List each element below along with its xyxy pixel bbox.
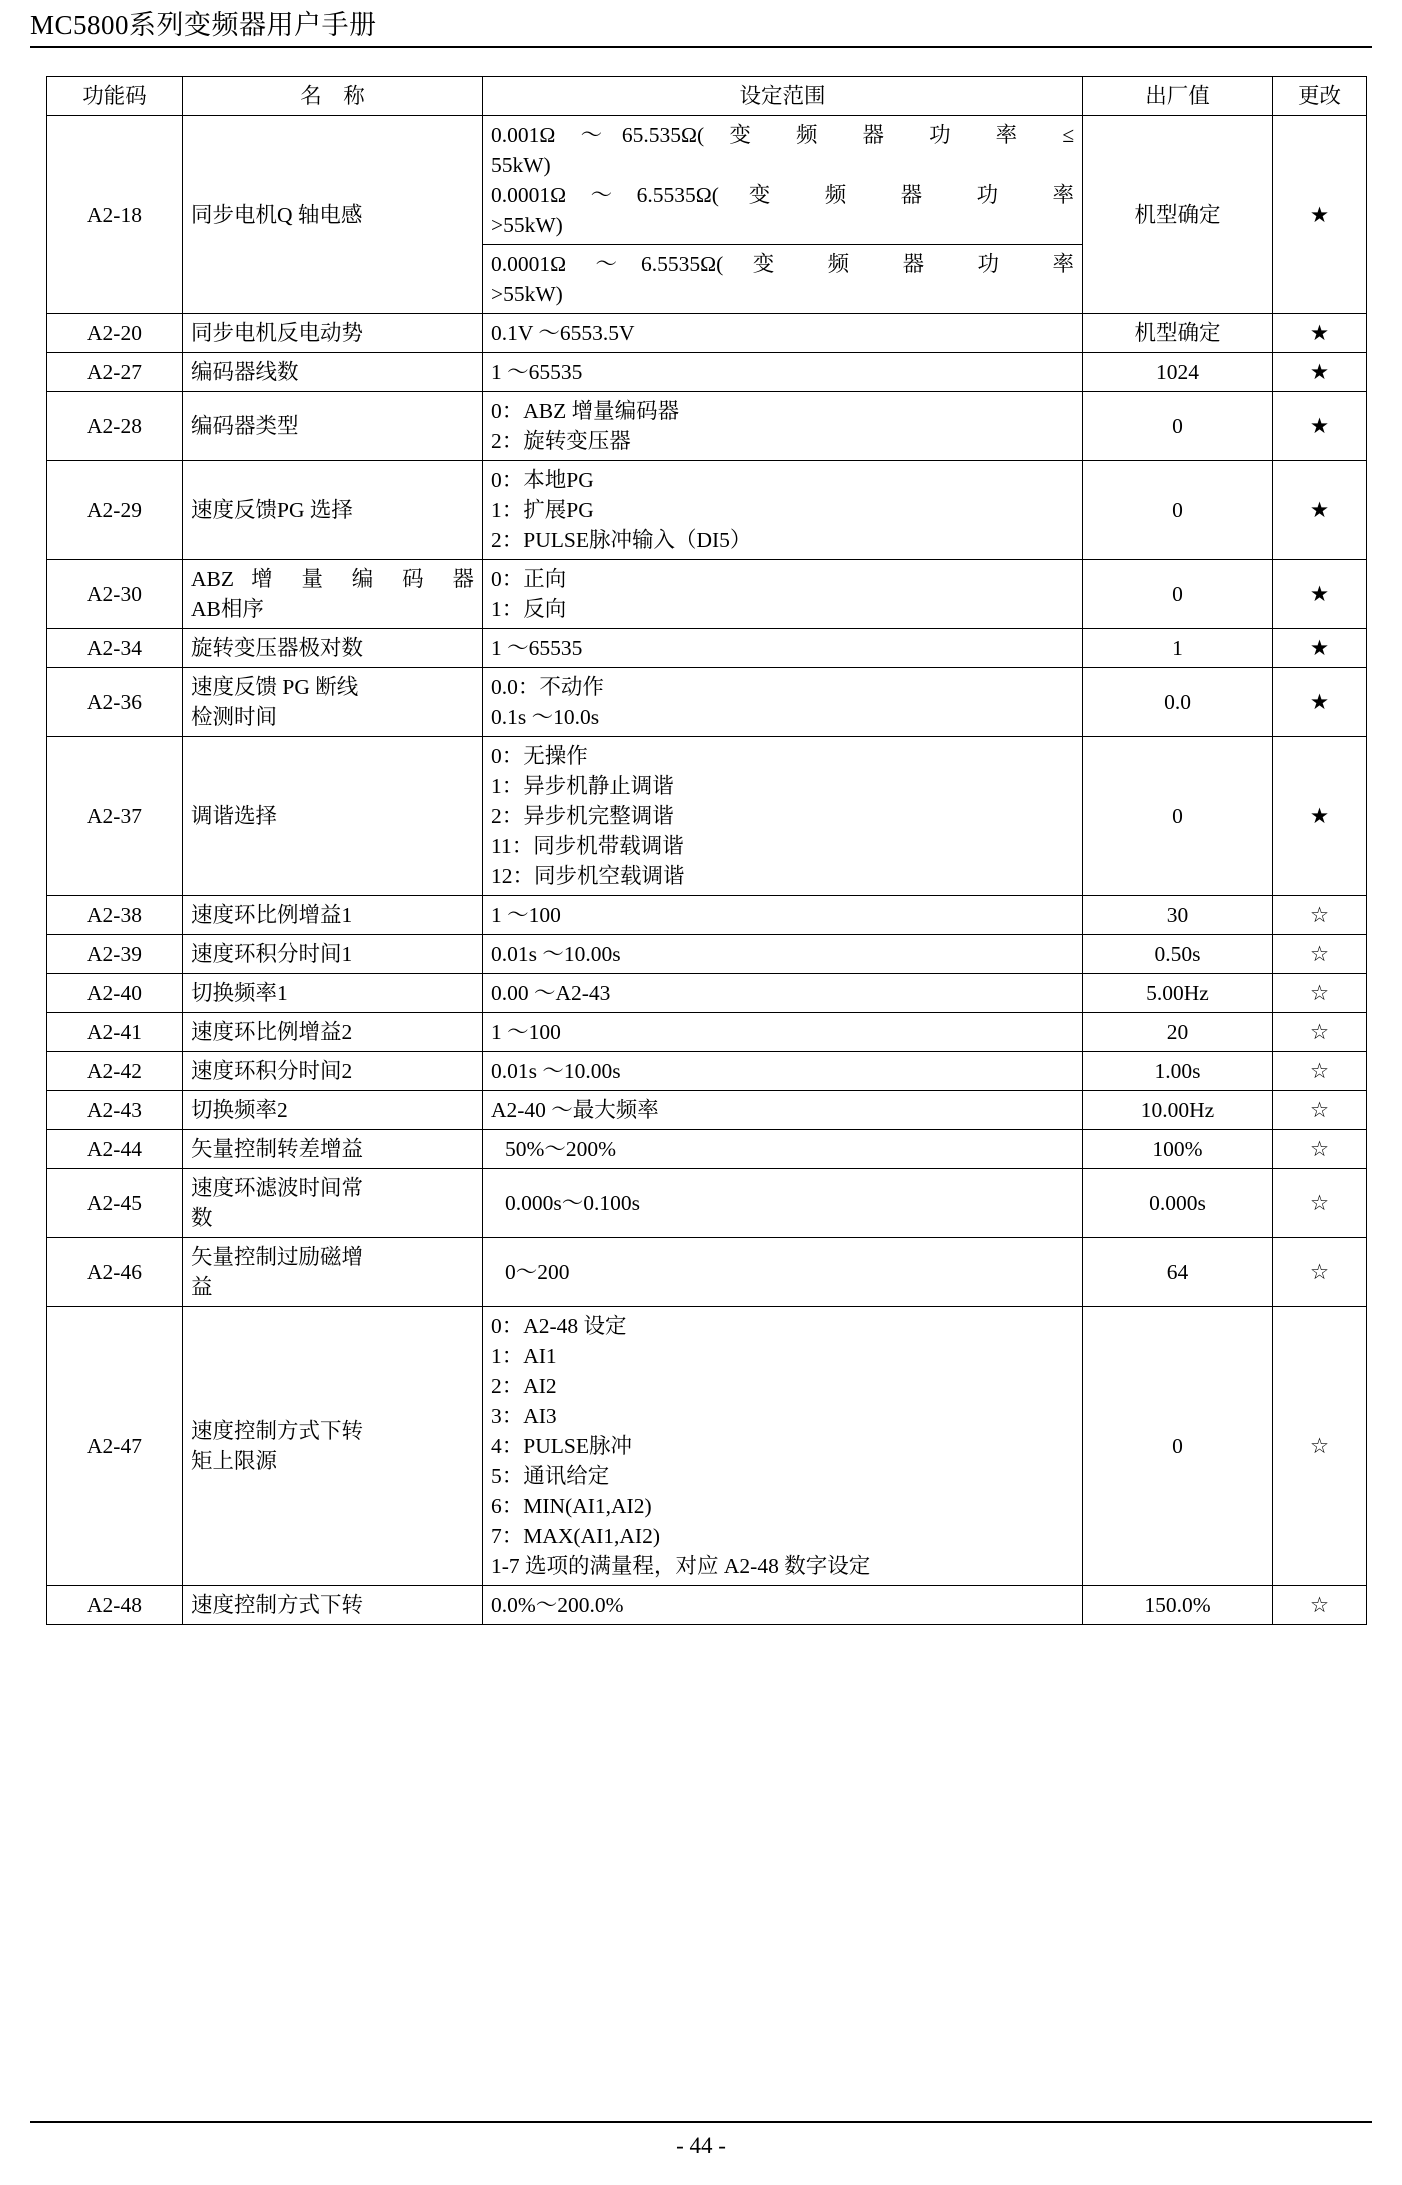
table-row — [47, 629, 1367, 668]
page-footer — [30, 2121, 1372, 2159]
column-header-default: 出厂值 — [1083, 77, 1273, 116]
table-row — [47, 974, 1367, 1013]
table-row — [47, 314, 1367, 353]
param-range: 1 ～65535 — [483, 629, 1083, 668]
param-code: A2-27 — [47, 353, 183, 392]
param-name: 编码器类型 — [183, 392, 483, 461]
param-modify-mark: ☆ — [1273, 1169, 1367, 1238]
table-row — [47, 1130, 1367, 1169]
param-name: 速度环积分时间1 — [183, 935, 483, 974]
table-row — [47, 116, 1367, 245]
table-row — [47, 1013, 1367, 1052]
param-name: 调谐选择 — [183, 737, 483, 896]
column-header-code: 功能码 — [47, 77, 183, 116]
table-row — [47, 1091, 1367, 1130]
param-code: A2-38 — [47, 896, 183, 935]
param-modify-mark: ★ — [1273, 668, 1367, 737]
param-modify-mark: ☆ — [1273, 896, 1367, 935]
param-range: 0：正向 1：反向 — [483, 560, 1083, 629]
manual-title: MC5800系列变频器用户手册 — [30, 10, 377, 40]
param-code: A2-44 — [47, 1130, 183, 1169]
param-range: 1 ～100 — [483, 896, 1083, 935]
param-default: 机型确定 — [1083, 314, 1273, 353]
table-row — [47, 1169, 1367, 1238]
param-modify-mark: ★ — [1273, 629, 1367, 668]
param-default: 20 — [1083, 1013, 1273, 1052]
table-header-row — [47, 77, 1367, 116]
param-name: 同步电机反电动势 — [183, 314, 483, 353]
table-row — [47, 737, 1367, 896]
param-name: 速度环比例增益1 — [183, 896, 483, 935]
param-modify-mark: ☆ — [1273, 1091, 1367, 1130]
param-default: 0 — [1083, 1307, 1273, 1586]
param-default: 机型确定 — [1083, 116, 1273, 314]
param-code: A2-48 — [47, 1586, 183, 1625]
table-row — [47, 935, 1367, 974]
param-name: 同步电机Q 轴电感 — [183, 116, 483, 314]
param-code: A2-29 — [47, 461, 183, 560]
param-code: A2-30 — [47, 560, 183, 629]
param-modify-mark: ☆ — [1273, 1238, 1367, 1307]
param-range: 0.00 ～A2-43 — [483, 974, 1083, 1013]
param-default: 5.00Hz — [1083, 974, 1273, 1013]
param-modify-mark: ☆ — [1273, 1052, 1367, 1091]
param-range: 1 ～65535 — [483, 353, 1083, 392]
table-body — [47, 116, 1367, 1625]
param-name: 速度反馈PG 选择 — [183, 461, 483, 560]
param-code: A2-41 — [47, 1013, 183, 1052]
param-default: 0.000s — [1083, 1169, 1273, 1238]
param-range: 1 ～100 — [483, 1013, 1083, 1052]
param-range: 0～200 — [483, 1238, 1083, 1307]
param-default: 0 — [1083, 392, 1273, 461]
table-row — [47, 1238, 1367, 1307]
param-range: 0.1V ～6553.5V — [483, 314, 1083, 353]
table-row — [47, 392, 1367, 461]
param-modify-mark: ★ — [1273, 392, 1367, 461]
param-code: A2-28 — [47, 392, 183, 461]
param-modify-mark: ☆ — [1273, 1307, 1367, 1586]
table-row — [47, 896, 1367, 935]
param-modify-mark: ★ — [1273, 314, 1367, 353]
table-row — [47, 560, 1367, 629]
param-range: 0.001Ω ～65.535Ω( 变 频 器 功 率 ≤ 55kW) 0.0001Ω～6.5535Ω( 变 频 器 功 率 >55kW) — [483, 116, 1083, 245]
param-code: A2-40 — [47, 974, 183, 1013]
param-code: A2-18 — [47, 116, 183, 314]
param-range: 0：A2-48 设定 1：AI1 2：AI2 3：AI3 4：PULSE脉冲 5：通讯给定 6：MIN(AI1,AI2) 7：MAX(AI1,AI2) 1-7 选项的满量程，对应 A2-48 数字设定 — [483, 1307, 1083, 1586]
param-default: 0 — [1083, 737, 1273, 896]
table-row — [47, 461, 1367, 560]
param-range: 0：ABZ 增量编码器 2：旋转变压器 — [483, 392, 1083, 461]
param-code: A2-20 — [47, 314, 183, 353]
param-code: A2-47 — [47, 1307, 183, 1586]
param-modify-mark: ☆ — [1273, 1586, 1367, 1625]
param-default: 0.0 — [1083, 668, 1273, 737]
footer-divider — [30, 2121, 1372, 2123]
param-code: A2-45 — [47, 1169, 183, 1238]
param-modify-mark: ☆ — [1273, 1130, 1367, 1169]
param-range: 0：本地PG 1：扩展PG 2：PULSE脉冲输入（DI5） — [483, 461, 1083, 560]
param-range: 0.0001Ω ～6.5535Ω( 变 频 器 功 率 >55kW) — [483, 245, 1083, 314]
param-code: A2-37 — [47, 737, 183, 896]
param-default: 0 — [1083, 461, 1273, 560]
param-code: A2-39 — [47, 935, 183, 974]
param-default: 64 — [1083, 1238, 1273, 1307]
param-range: 0.000s～0.100s — [483, 1169, 1083, 1238]
param-range: 0：无操作 1：异步机静止调谐 2：异步机完整调谐 11：同步机带载调谐 12：同步机空载调谐 — [483, 737, 1083, 896]
param-range: 0.0：不动作 0.1s ～10.0s — [483, 668, 1083, 737]
param-modify-mark: ★ — [1273, 353, 1367, 392]
parameter-table — [46, 76, 1367, 1625]
param-name: 矢量控制转差增益 — [183, 1130, 483, 1169]
table-row — [47, 668, 1367, 737]
param-name: 速度环积分时间2 — [183, 1052, 483, 1091]
header-divider — [30, 46, 1372, 48]
param-default: 1.00s — [1083, 1052, 1273, 1091]
column-header-range: 设定范围 — [483, 77, 1083, 116]
param-name: 编码器线数 — [183, 353, 483, 392]
table-row — [47, 353, 1367, 392]
param-code: A2-42 — [47, 1052, 183, 1091]
param-range: 0.01s ～10.00s — [483, 935, 1083, 974]
parameter-table-container — [46, 76, 1366, 1625]
param-name: 切换频率1 — [183, 974, 483, 1013]
param-default: 30 — [1083, 896, 1273, 935]
param-range: 0.01s ～10.00s — [483, 1052, 1083, 1091]
param-name: 速度控制方式下转 — [183, 1586, 483, 1625]
param-name: 速度环比例增益2 — [183, 1013, 483, 1052]
param-default: 0 — [1083, 560, 1273, 629]
param-range: 50%～200% — [483, 1130, 1083, 1169]
table-row — [47, 1052, 1367, 1091]
param-name: 速度环滤波时间常 数 — [183, 1169, 483, 1238]
param-default: 10.00Hz — [1083, 1091, 1273, 1130]
param-modify-mark: ★ — [1273, 737, 1367, 896]
param-name: 速度反馈 PG 断线 检测时间 — [183, 668, 483, 737]
param-name: 速度控制方式下转 矩上限源 — [183, 1307, 483, 1586]
param-default: 1 — [1083, 629, 1273, 668]
param-range: A2-40 ～最大频率 — [483, 1091, 1083, 1130]
param-modify-mark: ★ — [1273, 116, 1367, 314]
page-number: - 44 - — [676, 2133, 726, 2158]
param-range: 0.0%～200.0% — [483, 1586, 1083, 1625]
param-default: 100% — [1083, 1130, 1273, 1169]
param-name: 矢量控制过励磁增 益 — [183, 1238, 483, 1307]
param-default: 150.0% — [1083, 1586, 1273, 1625]
param-code: A2-46 — [47, 1238, 183, 1307]
column-header-modify: 更改 — [1273, 77, 1367, 116]
param-modify-mark: ☆ — [1273, 1013, 1367, 1052]
param-code: A2-36 — [47, 668, 183, 737]
param-code: A2-43 — [47, 1091, 183, 1130]
param-name: ABZ 增 量 编 码 器 AB相序 — [183, 560, 483, 629]
param-modify-mark: ☆ — [1273, 935, 1367, 974]
param-default: 1024 — [1083, 353, 1273, 392]
page-header — [30, 8, 1372, 48]
param-default: 0.50s — [1083, 935, 1273, 974]
param-modify-mark: ★ — [1273, 461, 1367, 560]
param-modify-mark: ☆ — [1273, 974, 1367, 1013]
table-row — [47, 1586, 1367, 1625]
param-modify-mark: ★ — [1273, 560, 1367, 629]
table-row — [47, 1307, 1367, 1586]
param-name: 切换频率2 — [183, 1091, 483, 1130]
param-code: A2-34 — [47, 629, 183, 668]
column-header-name: 名 称 — [183, 77, 483, 116]
param-name: 旋转变压器极对数 — [183, 629, 483, 668]
